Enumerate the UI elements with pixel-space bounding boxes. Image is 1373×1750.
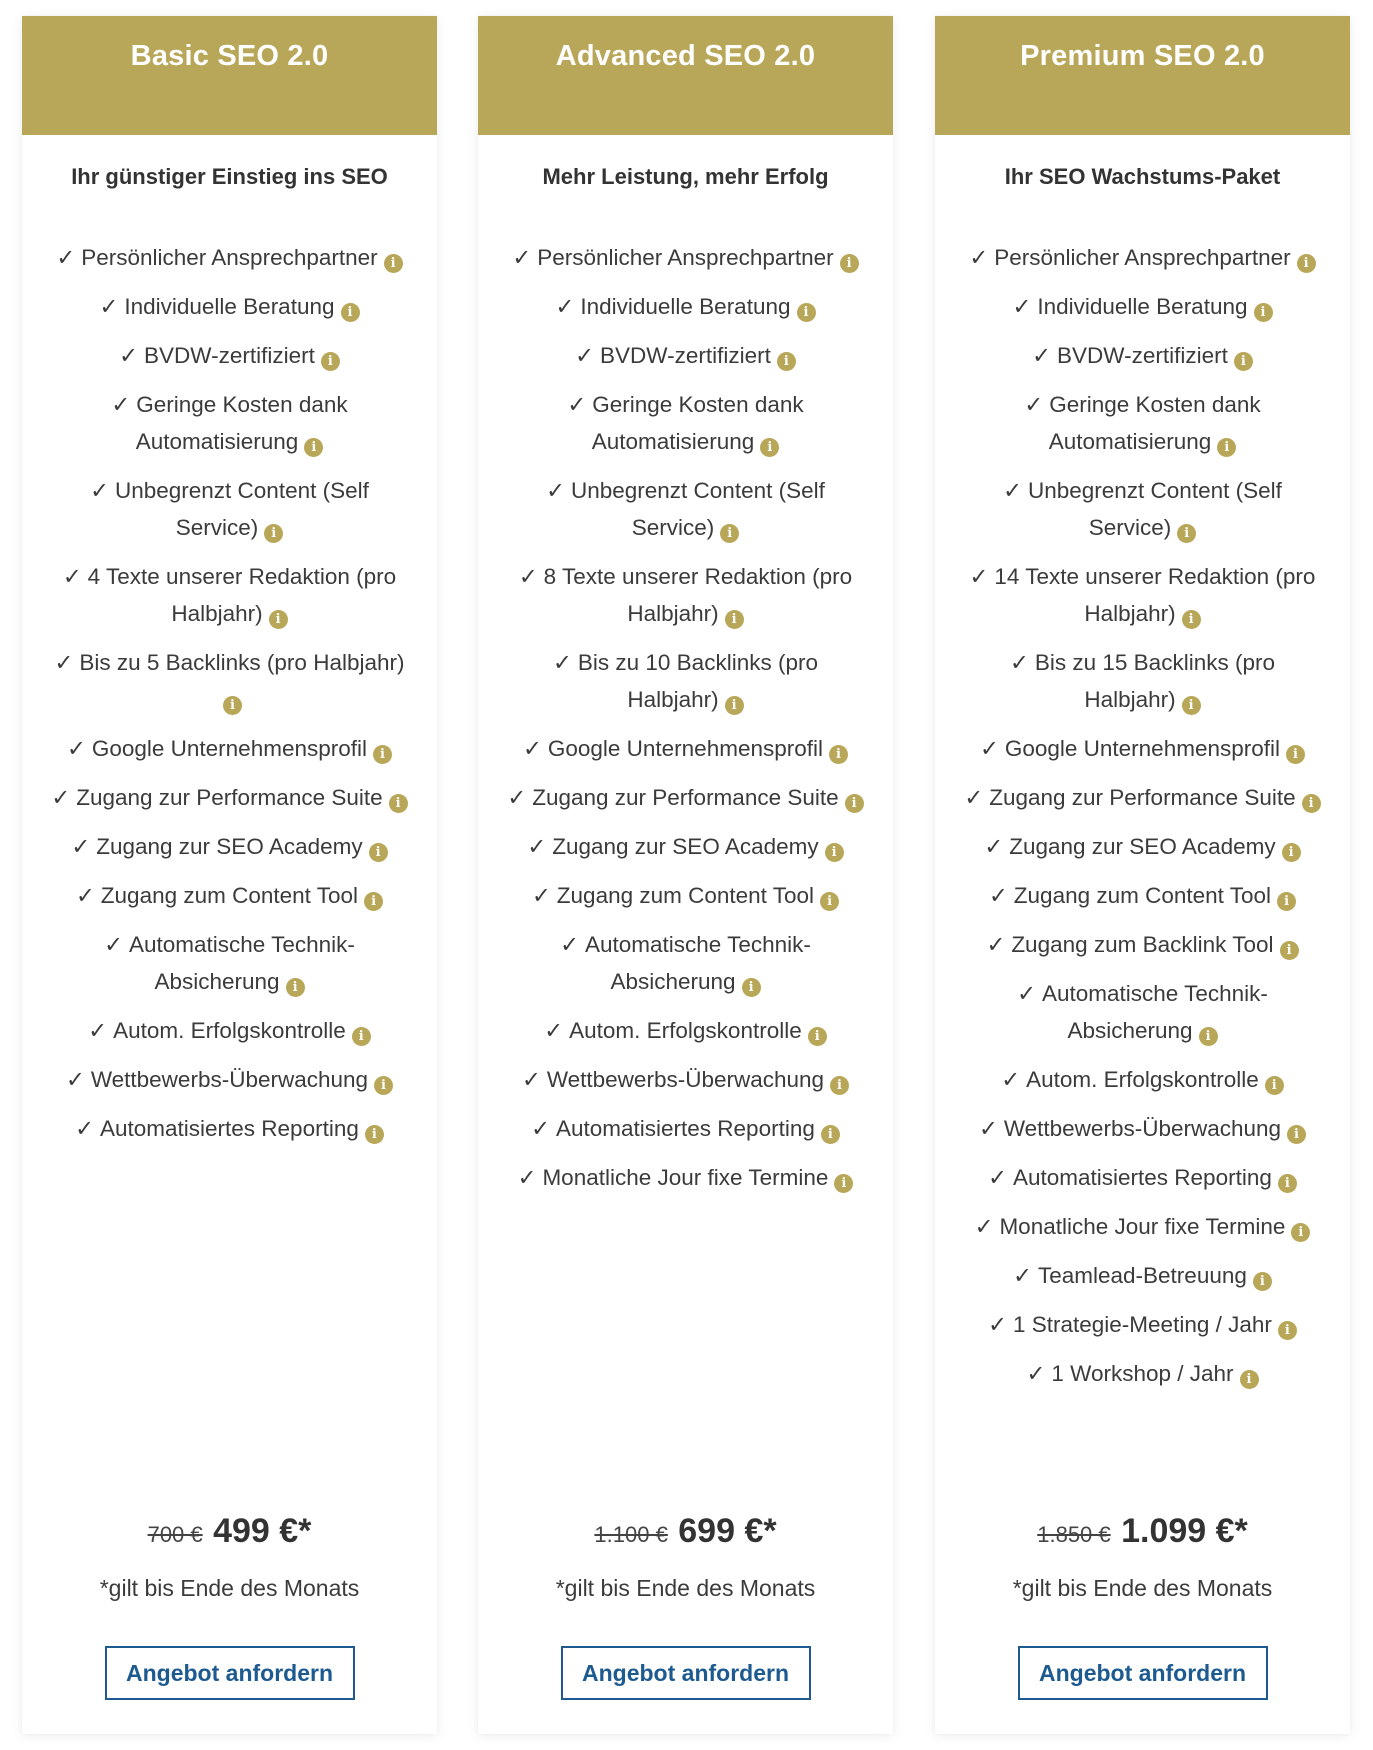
feature-item: [963, 1355, 1322, 1392]
feature-item: [50, 1012, 409, 1049]
feature-label: Unbegrenzt Content (Self Service): [570, 478, 825, 540]
check-icon: ✓: [517, 1165, 537, 1190]
info-icon[interactable]: i: [269, 610, 288, 629]
feature-label: Automatische Technik-Absicherung: [128, 932, 355, 994]
info-icon[interactable]: i: [742, 978, 761, 997]
check-icon: ✓: [1010, 650, 1029, 675]
feature-item: [506, 1061, 865, 1098]
info-icon[interactable]: i: [1287, 1125, 1306, 1144]
check-icon: ✓: [66, 736, 86, 761]
info-icon[interactable]: i: [1278, 1321, 1297, 1340]
feature-label: BVDW-zertifiziert: [1057, 343, 1228, 368]
plan-tagline: Ihr SEO Wachstums-Paket: [1004, 164, 1281, 189]
check-icon: ✓: [560, 932, 579, 957]
feature-label: Automatisiertes Reporting: [99, 1116, 359, 1141]
info-icon[interactable]: i: [1286, 745, 1305, 764]
feature-item: [50, 828, 409, 865]
feature-label: Unbegrenzt Content (Self Service): [1027, 478, 1282, 540]
check-icon: ✓: [75, 883, 95, 908]
info-icon[interactable]: i: [223, 696, 242, 715]
feature-item: [963, 239, 1322, 276]
feature-item: [506, 1159, 865, 1196]
feature-item: [963, 472, 1322, 546]
check-icon: ✓: [546, 478, 565, 503]
check-icon: ✓: [88, 1018, 108, 1043]
check-icon: ✓: [986, 932, 1006, 957]
feature-label: Persönlicher Ansprechpartner: [994, 245, 1291, 270]
check-icon: ✓: [531, 1116, 550, 1141]
feature-label: 14 Texte unserer Redaktion (pro Halbjahr): [994, 564, 1316, 626]
feature-item: [50, 288, 409, 325]
feature-item: [50, 472, 409, 546]
feature-label: Bis zu 15 Backlinks (pro Halbjahr): [1034, 650, 1275, 712]
feature-item: [963, 730, 1322, 767]
check-icon: ✓: [964, 785, 984, 810]
feature-item: [506, 558, 865, 632]
plan-header: [478, 16, 893, 135]
check-icon: ✓: [969, 245, 989, 270]
info-icon[interactable]: i: [820, 892, 839, 911]
feature-item: [963, 828, 1322, 865]
feature-item: [963, 1208, 1322, 1245]
new-price: 499 €*: [213, 1512, 312, 1550]
feature-item: [506, 288, 865, 325]
info-icon[interactable]: i: [1182, 610, 1201, 629]
check-icon: ✓: [575, 343, 594, 368]
feature-item: [50, 926, 409, 1000]
check-icon: ✓: [553, 650, 572, 675]
price-note: *gilt bis Ende des Monats: [555, 1575, 816, 1601]
info-icon[interactable]: i: [725, 696, 744, 715]
info-icon[interactable]: i: [1265, 1076, 1284, 1095]
price-note: *gilt bis Ende des Monats: [1012, 1575, 1273, 1601]
feature-label: Google Unternehmensprofil: [1004, 736, 1280, 761]
info-icon[interactable]: i: [321, 352, 340, 371]
info-icon[interactable]: i: [808, 1027, 827, 1046]
check-icon: ✓: [1032, 343, 1051, 368]
plan-title: Premium SEO 2.0: [1020, 40, 1265, 72]
info-icon[interactable]: i: [304, 438, 323, 457]
feature-item: [50, 337, 409, 374]
check-icon: ✓: [1013, 1263, 1032, 1288]
check-icon: ✓: [1012, 294, 1032, 319]
check-icon: ✓: [988, 1165, 1007, 1190]
feature-label: Individuelle Beratung: [580, 294, 791, 319]
feature-label: Zugang zur SEO Academy: [96, 834, 363, 859]
feature-item: [963, 975, 1322, 1049]
feature-item: [963, 877, 1322, 914]
feature-item: [506, 877, 865, 914]
feature-item: [963, 558, 1322, 632]
check-icon: ✓: [104, 932, 123, 957]
feature-label: Individuelle Beratung: [124, 294, 335, 319]
feature-label: Zugang zur SEO Academy: [1009, 834, 1276, 859]
feature-label: Individuelle Beratung: [1037, 294, 1248, 319]
price-block: [935, 1512, 1350, 1551]
feature-label: Automatische Technik-Absicherung: [584, 932, 811, 994]
check-icon: ✓: [1026, 1361, 1046, 1386]
info-icon[interactable]: i: [840, 254, 859, 273]
old-price: 1.850 €: [1037, 1522, 1111, 1547]
feature-item: [50, 558, 409, 632]
info-icon[interactable]: i: [1291, 1223, 1310, 1242]
info-icon[interactable]: i: [760, 438, 779, 457]
plan-card-basic: [22, 16, 437, 1734]
request-offer-button[interactable]: Angebot anfordern: [1018, 1646, 1268, 1700]
feature-item: [963, 386, 1322, 460]
plan-title: Advanced SEO 2.0: [555, 40, 816, 72]
info-icon[interactable]: i: [369, 843, 388, 862]
feature-item: [506, 239, 865, 276]
feature-label: Automatisiertes Reporting: [555, 1116, 815, 1141]
info-icon[interactable]: i: [725, 610, 744, 629]
info-icon[interactable]: i: [286, 978, 305, 997]
check-icon: ✓: [978, 1116, 998, 1141]
feature-label: Zugang zum Content Tool: [1013, 883, 1272, 908]
feature-item: [506, 386, 865, 460]
feature-item: [50, 779, 409, 816]
feature-label: 8 Texte unserer Redaktion (pro Halbjahr): [543, 564, 853, 626]
feature-item: [50, 1110, 409, 1147]
feature-item: [506, 779, 865, 816]
check-icon: ✓: [567, 392, 587, 417]
feature-label: Zugang zur Performance Suite: [532, 785, 839, 810]
check-icon: ✓: [1003, 478, 1022, 503]
check-icon: ✓: [75, 1116, 94, 1141]
feature-label: Bis zu 5 Backlinks (pro Halbjahr): [79, 650, 405, 675]
check-icon: ✓: [518, 564, 538, 589]
info-icon[interactable]: i: [777, 352, 796, 371]
feature-list: [22, 239, 437, 1147]
check-icon: ✓: [979, 736, 999, 761]
feature-list: [935, 239, 1350, 1392]
check-icon: ✓: [531, 883, 551, 908]
info-icon[interactable]: i: [825, 843, 844, 862]
feature-item: [506, 644, 865, 718]
feature-item: [506, 337, 865, 374]
plan-tagline: Ihr günstiger Einstieg ins SEO: [71, 164, 388, 189]
feature-label: 1 Workshop / Jahr: [1051, 1361, 1234, 1386]
new-price: 699 €*: [678, 1512, 777, 1550]
feature-item: [963, 1257, 1322, 1294]
feature-item: [963, 926, 1322, 963]
feature-label: Monatliche Jour fixe Termine: [542, 1165, 829, 1190]
new-price: 1.099 €*: [1121, 1512, 1248, 1550]
feature-label: Zugang zur Performance Suite: [989, 785, 1296, 810]
info-icon[interactable]: i: [1253, 1272, 1272, 1291]
info-icon[interactable]: i: [1280, 941, 1299, 960]
check-icon: ✓: [1024, 392, 1044, 417]
feature-item: [506, 1110, 865, 1147]
info-icon[interactable]: i: [829, 745, 848, 764]
feature-label: Teamlead-Betreuung: [1037, 1263, 1247, 1288]
feature-label: Geringe Kosten dank Automatisierung: [135, 392, 348, 454]
feature-label: Autom. Erfolgskontrolle: [569, 1018, 802, 1043]
feature-label: Zugang zur SEO Academy: [552, 834, 819, 859]
check-icon: ✓: [111, 392, 131, 417]
feature-item: [963, 779, 1322, 816]
check-icon: ✓: [988, 883, 1008, 908]
feature-label: Autom. Erfolgskontrolle: [113, 1018, 346, 1043]
feature-item: [506, 828, 865, 865]
check-icon: ✓: [507, 785, 527, 810]
request-offer-button[interactable]: Angebot anfordern: [105, 1646, 355, 1700]
feature-item: [963, 1306, 1322, 1343]
info-icon[interactable]: i: [1240, 1370, 1259, 1389]
check-icon: ✓: [521, 1067, 541, 1092]
request-offer-button[interactable]: Angebot anfordern: [561, 1646, 811, 1700]
info-icon[interactable]: i: [373, 745, 392, 764]
check-icon: ✓: [51, 785, 71, 810]
info-icon[interactable]: i: [1177, 524, 1196, 543]
check-icon: ✓: [54, 650, 74, 675]
old-price: 1.100 €: [594, 1522, 668, 1547]
feature-label: Unbegrenzt Content (Self Service): [114, 478, 369, 540]
info-icon[interactable]: i: [1182, 696, 1201, 715]
feature-label: Wettbewerbs-Überwachung: [90, 1067, 369, 1092]
plan-header: [22, 16, 437, 135]
check-icon: ✓: [119, 343, 138, 368]
check-icon: ✓: [555, 294, 575, 319]
feature-item: [50, 730, 409, 767]
feature-label: Automatisiertes Reporting: [1012, 1165, 1272, 1190]
plan-card-premium: [935, 16, 1350, 1734]
feature-label: 1 Strategie-Meeting / Jahr: [1012, 1312, 1272, 1337]
check-icon: ✓: [522, 736, 542, 761]
info-icon[interactable]: i: [1234, 352, 1253, 371]
feature-list: [478, 239, 893, 1196]
check-icon: ✓: [90, 478, 109, 503]
info-icon[interactable]: i: [1297, 254, 1316, 273]
feature-label: BVDW-zertifiziert: [144, 343, 315, 368]
info-icon[interactable]: i: [1199, 1027, 1218, 1046]
info-icon[interactable]: i: [389, 794, 408, 813]
feature-item: [963, 1110, 1322, 1147]
feature-label: Zugang zum Content Tool: [100, 883, 359, 908]
check-icon: ✓: [512, 245, 532, 270]
feature-item: [963, 1061, 1322, 1098]
feature-label: Google Unternehmensprofil: [91, 736, 367, 761]
info-icon[interactable]: i: [1254, 303, 1273, 322]
info-icon[interactable]: i: [845, 794, 864, 813]
feature-label: Geringe Kosten dank Automatisierung: [591, 392, 804, 454]
feature-item: [963, 644, 1322, 718]
info-icon[interactable]: i: [352, 1027, 371, 1046]
plan-card-advanced: [478, 16, 893, 1734]
check-icon: ✓: [1017, 981, 1036, 1006]
feature-item: [506, 472, 865, 546]
feature-item: [50, 1061, 409, 1098]
feature-label: Persönlicher Ansprechpartner: [81, 245, 378, 270]
feature-item: [506, 1012, 865, 1049]
info-icon[interactable]: i: [1217, 438, 1236, 457]
feature-item: [50, 239, 409, 276]
feature-item: [50, 386, 409, 460]
check-icon: ✓: [56, 245, 76, 270]
info-icon[interactable]: i: [720, 524, 739, 543]
check-icon: ✓: [974, 1214, 994, 1239]
info-icon[interactable]: i: [364, 892, 383, 911]
check-icon: ✓: [99, 294, 119, 319]
feature-label: Autom. Erfolgskontrolle: [1026, 1067, 1259, 1092]
feature-item: [506, 730, 865, 767]
info-icon[interactable]: i: [374, 1076, 393, 1095]
check-icon: ✓: [544, 1018, 564, 1043]
feature-label: Wettbewerbs-Überwachung: [546, 1067, 825, 1092]
feature-label: Monatliche Jour fixe Termine: [999, 1214, 1286, 1239]
info-icon[interactable]: i: [365, 1125, 384, 1144]
price-note: *gilt bis Ende des Monats: [99, 1575, 360, 1601]
check-icon: ✓: [1001, 1067, 1021, 1092]
feature-item: [506, 926, 865, 1000]
feature-label: Google Unternehmensprofil: [547, 736, 823, 761]
check-icon: ✓: [65, 1067, 85, 1092]
feature-label: Geringe Kosten dank Automatisierung: [1048, 392, 1261, 454]
check-icon: ✓: [62, 564, 82, 589]
info-icon[interactable]: i: [797, 303, 816, 322]
plan-title: Basic SEO 2.0: [130, 40, 329, 72]
feature-label: Automatische Technik-Absicherung: [1041, 981, 1268, 1043]
feature-label: 4 Texte unserer Redaktion (pro Halbjahr): [87, 564, 397, 626]
info-icon[interactable]: i: [1277, 892, 1296, 911]
old-price: 700 €: [147, 1522, 203, 1547]
feature-item: [963, 1159, 1322, 1196]
feature-label: Wettbewerbs-Überwachung: [1003, 1116, 1282, 1141]
check-icon: ✓: [71, 834, 91, 859]
feature-label: Zugang zur Performance Suite: [76, 785, 383, 810]
plan-tagline: Mehr Leistung, mehr Erfolg: [542, 164, 829, 189]
check-icon: ✓: [988, 1312, 1007, 1337]
feature-label: BVDW-zertifiziert: [600, 343, 771, 368]
feature-label: Zugang zum Content Tool: [556, 883, 815, 908]
info-icon[interactable]: i: [384, 254, 403, 273]
feature-item: [50, 644, 409, 718]
info-icon[interactable]: i: [1278, 1174, 1297, 1193]
info-icon[interactable]: i: [834, 1174, 853, 1193]
price-block: [22, 1512, 437, 1551]
info-icon[interactable]: i: [830, 1076, 849, 1095]
plan-header: [935, 16, 1350, 135]
feature-item: [963, 288, 1322, 325]
check-icon: ✓: [527, 834, 547, 859]
info-icon[interactable]: i: [1282, 843, 1301, 862]
feature-label: Zugang zum Backlink Tool: [1011, 932, 1274, 957]
info-icon[interactable]: i: [821, 1125, 840, 1144]
price-block: [478, 1512, 893, 1551]
feature-item: [50, 877, 409, 914]
feature-label: Bis zu 10 Backlinks (pro Halbjahr): [577, 650, 818, 712]
info-icon[interactable]: i: [341, 303, 360, 322]
check-icon: ✓: [984, 834, 1004, 859]
feature-item: [963, 337, 1322, 374]
info-icon[interactable]: i: [1302, 794, 1321, 813]
feature-label: Persönlicher Ansprechpartner: [537, 245, 834, 270]
info-icon[interactable]: i: [264, 524, 283, 543]
check-icon: ✓: [969, 564, 989, 589]
